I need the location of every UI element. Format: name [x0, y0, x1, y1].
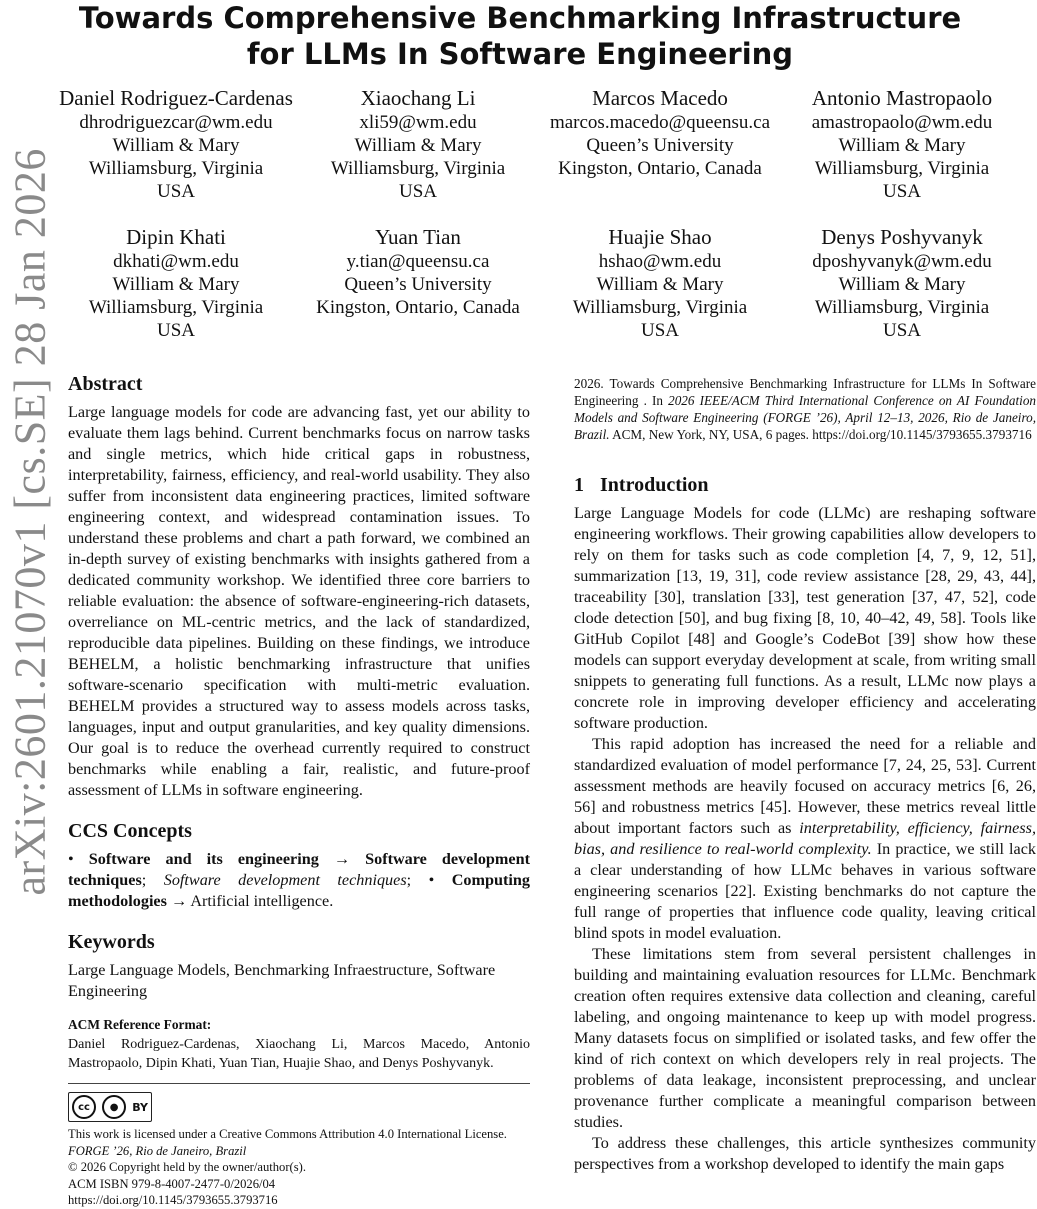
author-email: marcos.macedo@queensu.ca	[549, 112, 771, 133]
copyright: © 2026 Copyright held by the owner/author(s).	[68, 1160, 306, 1174]
author-email: y.tian@queensu.ca	[346, 251, 490, 272]
author-name: Antonio Mastropaolo	[811, 86, 993, 110]
author-email: dhrodriguezcar@wm.edu	[79, 112, 273, 133]
author-country: USA	[156, 181, 195, 202]
arxiv-stamp: arXiv:2601.21070v1 [cs.SE] 28 Jan 2026	[5, 148, 55, 896]
cc-icon: cc	[72, 1095, 96, 1119]
license-text: This work is licensed under a Creative Commons Attribution 4.0 International License.	[68, 1127, 507, 1141]
arrow-icon: →	[333, 850, 351, 868]
author-country: USA	[640, 320, 679, 341]
author	[297, 225, 539, 342]
author-email: amastropaolo@wm.edu	[811, 112, 993, 133]
paragraph-emphasis: interpretability, efficiency, fairness, bias, and resilience to real-world complexity.	[574, 819, 1036, 858]
author-country: USA	[882, 181, 921, 202]
citation-venue: 2026 IEEE/ACM Third International Conference on AI Foundation Models and Software Engineering (FORGE ’26), April 12–13, 2026, Rio de Janeiro, Brazil.	[574, 393, 1037, 442]
author-city: Williamsburg, Virginia	[88, 158, 264, 179]
author-name: Denys Poshyvanyk	[821, 225, 983, 249]
author-email: xli59@wm.edu	[359, 112, 477, 133]
author-country: USA	[882, 320, 921, 341]
author	[781, 86, 1023, 203]
author	[539, 225, 781, 342]
ccs-heading: CCS Concepts	[68, 820, 192, 842]
ccs-concept: Software development techniques	[163, 871, 407, 889]
author	[55, 86, 297, 203]
cc-by-license-badge[interactable]	[68, 1092, 152, 1122]
author-affiliation: Queen’s University	[344, 274, 492, 295]
author-name: Huajie Shao	[608, 225, 712, 249]
author-affiliation: William & Mary	[596, 274, 724, 295]
paragraph-text: This rapid adoption has increased the need for a reliable and standardized evaluation of model performance [7, 24, 25, 53]. Current assessment methods are heavily focused on accuracy metrics [6, 26, 56] and robustness metrics [45]. However, these metrics reveal little about important factors such as	[574, 735, 1036, 837]
keywords-text: Large Language Models, Benchmarking Infraestructure, Software Engineering	[68, 961, 496, 1000]
abstract-heading: Abstract	[68, 373, 143, 395]
paragraph	[574, 734, 1036, 944]
ccs-concept: Software and its engineering	[88, 850, 319, 868]
ccs-concept: Artificial intelligence.	[190, 892, 334, 910]
author-country: USA	[156, 320, 195, 341]
author-country: USA	[398, 181, 437, 202]
author-affiliation: William & Mary	[354, 135, 482, 156]
citation-text	[574, 375, 1036, 443]
author-city: Williamsburg, Virginia	[572, 297, 748, 318]
section-heading	[574, 473, 1036, 503]
keywords-heading: Keywords	[68, 931, 155, 953]
author-row	[55, 86, 1025, 203]
section-title: Introduction	[600, 474, 709, 496]
author	[539, 86, 781, 203]
author-city: Williamsburg, Virginia	[88, 297, 264, 318]
license-block	[68, 1126, 530, 1209]
citation-post: ACM, New York, NY, USA, 6 pages. https://doi.org/10.1145/3793655.3793716	[609, 427, 1032, 442]
person-icon: ●	[102, 1095, 126, 1119]
author-affiliation: William & Mary	[112, 135, 240, 156]
divider	[68, 1083, 530, 1084]
author-city: Kingston, Ontario, Canada	[316, 297, 520, 318]
author-name: Marcos Macedo	[592, 86, 728, 110]
abstract-text: Large language models for code are advancing fast, yet our ability to evaluate them lags behind. Current benchmarks focus on narrow tasks and single metrics, which hide critical gaps in robustness, interpretability, fairness, efficiency, and real-world usability. They also suffer from inconsistent data engineering practices, limited software engineering context, and widespread contamination issues. To understand these problems and chart a path forward, we combined an in-depth survey of existing benchmarks with insights gathered from a dedicated community workshop. We identified three core barriers to reliable evaluation: the absence of software-engineering-rich datasets, overreliance on ML-centric metrics, and the lack of standardized, reproducible data pipelines. Building on these findings, we introduce BEHELM, a holistic benchmarking infrastructure that unifies software-scenario specification with multi-metric evaluation. BEHELM provides a structured way to assess models across tasks, languages, input and output granularities, and key quality dimensions. Our goal is to reduce the overhead currently required to construct benchmarks while enabling a fair, realistic, and future-proof assessment of LLMs in software engineering.	[68, 403, 530, 799]
introduction-body	[574, 503, 1036, 1175]
author	[297, 86, 539, 203]
paragraph-text: In practice, we still lack a clear understanding of how LLMc behaves in various software engineering scenarios [22]. Existing benchmarks do not capture the full range of properties that influence code quality, leaving critical blind spots in model evaluation.	[574, 840, 1037, 942]
author-affiliation: William & Mary	[838, 135, 966, 156]
author-affiliation: William & Mary	[112, 274, 240, 295]
citation-pre: 2026. Towards Comprehensive Benchmarking Infrastructure for LLMs In Software Engineering . In	[574, 376, 1036, 408]
paper-title: Towards Comprehensive Benchmarking Infrastructure for LLMs In Software Engineering	[78, 1, 962, 71]
acm-ref-text: Daniel Rodriguez-Cardenas, Xiaochang Li, Marcos Macedo, Antonio Mastropaolo, Dipin Khati, Yuan Tian, Huajie Shao, and Denys Poshyvanyk.	[68, 1037, 530, 1071]
author-affiliation: William & Mary	[838, 274, 966, 295]
paragraph: To address these challenges, this article synthesizes community perspectives from a workshop developed to identify the main gaps	[574, 1134, 1036, 1173]
author-city: Williamsburg, Virginia	[814, 158, 990, 179]
doi-link[interactable]: https://doi.org/10.1145/3793655.3793716	[68, 1193, 278, 1207]
isbn: ACM ISBN 979-8-4007-2477-0/2026/04	[68, 1176, 276, 1191]
author-name: Dipin Khati	[126, 225, 226, 249]
author-affiliation: Queen’s University	[586, 135, 734, 156]
section-number: 1	[574, 474, 584, 496]
author-name: Daniel Rodriguez-Cardenas	[59, 86, 293, 110]
by-label: BY	[132, 1100, 148, 1114]
conference-info: FORGE ’26, Rio de Janeiro, Brazil	[68, 1143, 247, 1158]
paragraph: These limitations stem from several persistent challenges in building and maintaining evaluation resources for LLMc. Benchmark creation often requires extensive data collection and cleaning, careful labeling, and ongoing maintenance to keep up with model progress. Many datasets focus on simplified or isolated tasks, and few offer the kind of rich context on which developers rely in real projects. The problems of data leakage, inconsistent preprocessing, and unclear provenance further complicate a meaningful comparison between studies.	[574, 945, 1036, 1131]
author-email: dkhati@wm.edu	[113, 251, 239, 272]
left-column	[68, 372, 530, 1209]
ccs-text: • Software and its engineering → Software development techniques; Software development techniques; • Computing methodologies → Artificial intelligence.	[68, 850, 530, 910]
paragraph: Large Language Models for code (LLMc) are reshaping software engineering workflows. Their growing capabilities allow developers to rely on them for tasks such as code completion [4, 7, 9, 12, 51], summarization [13, 19, 31], code review assistance [28, 29, 43, 44], traceability [30], translation [33], test generation [37, 47, 52], code clode detection [50], and bug fixing [8, 10, 40–42, 49, 58]. Tools like GitHub Copilot [48] and Google’s CodeBot [39] show how these models can support everyday development at scale, from writing small snippets to generating full functions. As a result, LLMc now plays a concrete role in improving developer efficiency and accelerating software production.	[574, 504, 1036, 732]
author-block	[55, 86, 1025, 342]
author-city: Kingston, Ontario, Canada	[558, 158, 762, 179]
right-column	[574, 375, 1036, 1175]
author-row	[55, 225, 1025, 342]
author-city: Williamsburg, Virginia	[330, 158, 506, 179]
acm-ref-heading: ACM Reference Format:	[68, 1017, 212, 1032]
author-email: dposhyvanyk@wm.edu	[812, 251, 992, 272]
arrow-icon: →	[170, 892, 188, 910]
author-city: Williamsburg, Virginia	[814, 297, 990, 318]
author-name: Yuan Tian	[375, 225, 461, 249]
author	[55, 225, 297, 342]
author-email: hshao@wm.edu	[598, 251, 722, 272]
author-name: Xiaochang Li	[360, 86, 476, 110]
ccs-concept: Software development techniques	[68, 850, 530, 889]
ccs-concept: Computing methodologies	[68, 871, 530, 910]
author	[781, 225, 1023, 342]
